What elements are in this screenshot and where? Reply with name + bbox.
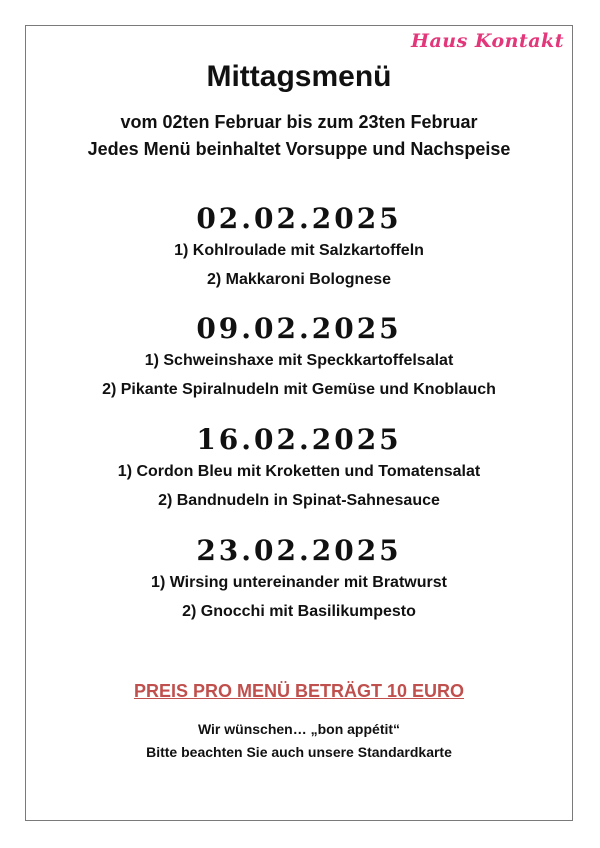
menu-item: 1) Schweinshaxe mit Speckkartoffelsalat xyxy=(144,352,454,369)
menu-item: 1) Kohlroulade mit Salzkartoffeln xyxy=(174,242,424,259)
menu-item: 2) Pikante Spiralnudeln mit Gemüse und Knoblauch xyxy=(102,381,496,398)
menu-item: 1) Cordon Bleu mit Kroketten und Tomatensalat xyxy=(117,463,481,480)
greeting-text: Wir wünschen… „bon appétit“ xyxy=(197,721,401,737)
menu-item: 2) Bandnudeln in Spinat-Sahnesauce xyxy=(158,492,440,509)
menu-date: 02.02.2025 xyxy=(196,202,402,235)
date-range: vom 02ten Februar bis zum 23ten Februar xyxy=(120,112,478,132)
menu-item: 2) Gnocchi mit Basilikumpesto xyxy=(182,603,416,620)
menu-date: 16.02.2025 xyxy=(196,423,402,456)
menu-page xyxy=(25,25,573,821)
page-title: Mittagsmenü xyxy=(206,60,392,93)
menu-date: 09.02.2025 xyxy=(196,312,402,345)
menu-date: 23.02.2025 xyxy=(196,534,402,567)
brand-logo: Haus Kontakt xyxy=(411,30,564,52)
standard-menu-note: Bitte beachten Sie auch unsere Standardkarte xyxy=(146,744,452,760)
menu-item: 2) Makkaroni Bolognese xyxy=(206,271,392,288)
menu-item: 1) Wirsing untereinander mit Bratwurst xyxy=(151,574,447,591)
price-note: PREIS PRO MENÜ BETRÄGT 10 EURO xyxy=(133,681,465,701)
menu-note: Jedes Menü beinhaltet Vorsuppe und Nachspeise xyxy=(87,139,511,159)
